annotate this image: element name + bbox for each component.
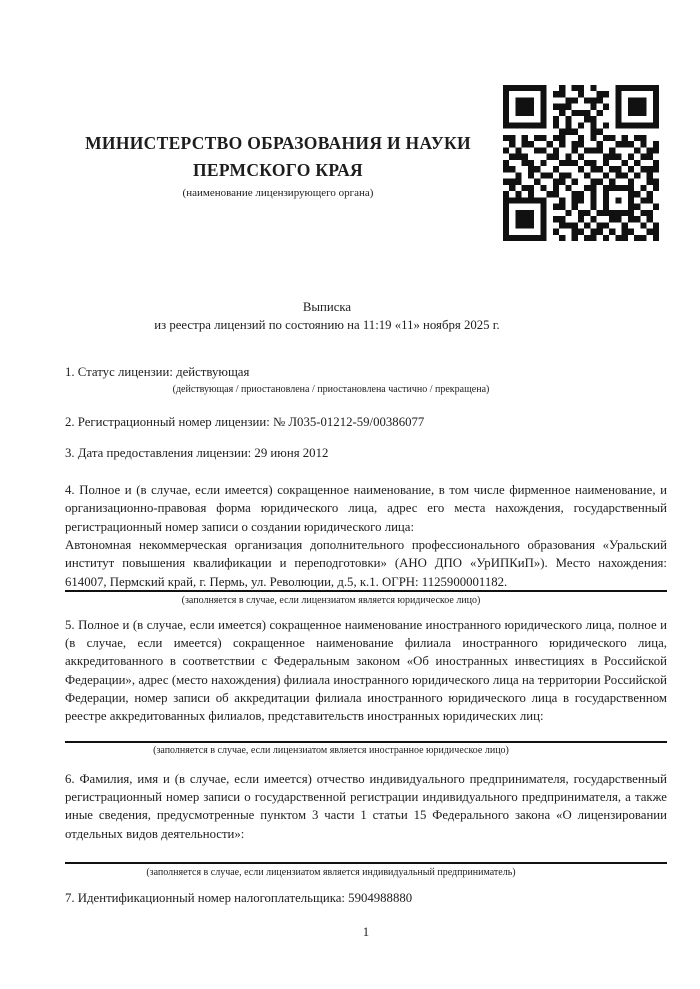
entrepreneur-rule <box>65 862 667 864</box>
qr-code <box>503 85 659 241</box>
legal-entity-section <box>65 481 667 591</box>
foreign-entity-section: 5. Полное и (в случае, если имеется) сокращенное наименование иностранного юридического лица, полное и (в случае, если имеется) сокращенное наименование филиала иностранного юридического лица, аккредитованного в соответствии с Федеральным законом «Об иностранных инвестициях в Российской Федерации», адрес (место нахождения) филиала иностранного юридического лица на территории Российской Федерации, номер записи об аккредитации филиала иностранного юридического лица в государственном реестре аккредитованных филиалов, представительств иностранных юридических лиц: <box>65 617 667 724</box>
entrepreneur-caption: (заполняется в случае, если лицензиатом является индивидуальный предприниматель) <box>146 866 516 878</box>
registration-number-line: 2. Регистрационный номер лицензии: № Л035-01212-59/00386077 <box>65 415 425 429</box>
grant-date-line: 3. Дата предоставления лицензии: 29 июня 2012 <box>65 446 329 460</box>
licensing-authority-header <box>60 130 496 200</box>
license-status-line: 1. Статус лицензии: действующая <box>65 365 250 379</box>
ministry-name-line1: МИНИСТЕРСТВО ОБРАЗОВАНИЯ И НАУКИ <box>85 133 471 153</box>
page-number: 1 <box>362 924 370 939</box>
document-title-block <box>65 298 667 335</box>
document-subtitle: из реестра лицензий по состоянию на 11:19 «11» ноября 2025 г. <box>154 318 500 333</box>
taxpayer-id-line: 7. Идентификационный номер налогоплательщика: 5904988880 <box>65 890 413 905</box>
legal-entity-rule <box>65 590 667 592</box>
foreign-entity-rule <box>65 741 667 743</box>
legal-entity-question: 4. Полное и (в случае, если имеется) сокращенное наименование, в том числе фирменное наименование, и организационно-правовая форма юридического лица, адрес его места нахождения, государственный регистрационный номер записи о создании юридического лица: <box>65 483 667 534</box>
ministry-name-line2: ПЕРМСКОГО КРАЯ <box>193 160 363 180</box>
legal-entity-caption: (заполняется в случае, если лицензиатом является юридическое лицо) <box>181 595 481 606</box>
document-title: Выписка <box>302 300 352 314</box>
licensing-authority-caption: (наименование лицензирующего органа) <box>182 187 374 199</box>
foreign-entity-caption: (заполняется в случае, если лицензиатом является иностранное юридическое лицо) <box>153 745 509 756</box>
entrepreneur-section: 6. Фамилия, имя и (в случае, если имеется) отчество индивидуального предпринимателя, государственный регистрационный номер записи о государственной регистрации индивидуального предпринимателя, а также иные сведения, предусмотренные пунктом 3 части 1 статьи 15 Федерального закона «О лицензировании отдельных видов деятельности»: <box>65 771 667 841</box>
status-options-caption: (действующая / приостановлена / приостановлена частично / прекращена) <box>172 384 490 395</box>
legal-entity-answer: Автономная некоммерческая организация дополнительного профессионального образования «Уральский институт повышения квалификации и переподготовки» (АНО ДПО «УрИПКиП»). Место нахождения: 614007, Пермский край, г. Пермь, ул. Революции, д.5, к.1. ОГРН: 1125900001182. <box>65 538 667 589</box>
